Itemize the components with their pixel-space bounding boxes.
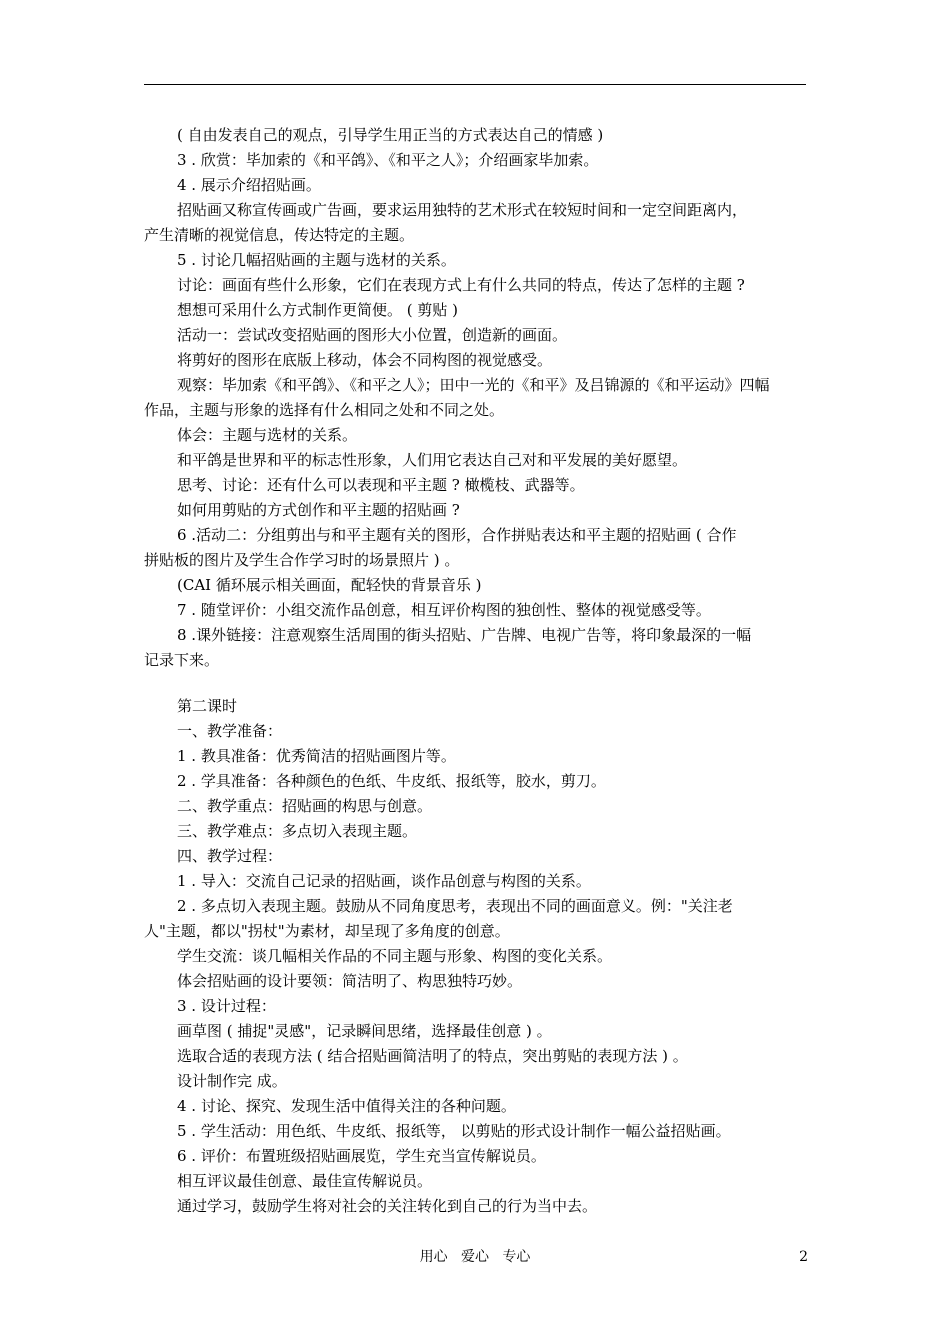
text-line: 4 . 展示介绍招贴画。 <box>177 176 321 194</box>
footer-motto: 用心 爱心 专心 <box>419 1249 531 1265</box>
text-line: (CAI 循环展示相关画面，配轻快的背景音乐 ) <box>177 576 482 594</box>
text-line: 作品，主题与形象的选择有什么相同之处和不同之处。 <box>144 401 505 419</box>
text-line: 思考、讨论：还有什么可以表现和平主题 ? 橄榄枝、武器等。 <box>177 476 585 494</box>
text-line: 和平鸽是世界和平的标志性形象，人们用它表达自己对和平发展的美好愿望。 <box>177 451 688 469</box>
text-line: 讨论：画面有些什么形象，它们在表现方式上有什么共同的特点，传达了怎样的主题 ? <box>177 276 745 294</box>
text-line: 通过学习，鼓励学生将对社会的关注转化到自己的行为当中去。 <box>177 1197 598 1215</box>
text-line: 3 . 设计过程： <box>177 997 276 1015</box>
text-line: 记录下来。 <box>144 651 220 669</box>
text-line: 一、教学准备： <box>177 722 283 740</box>
text-line: 8 .课外链接：注意观察生活周围的街头招贴、广告牌、电视广告等，将印象最深的一幅 <box>177 626 752 644</box>
text-line: 5 . 学生活动：用色纸、牛皮纸、报纸等， 以剪贴的形式设计制作一幅公益招贴画。 <box>177 1122 731 1140</box>
text-line: 将剪好的图形在底版上移动，体会不同构图的视觉感受。 <box>177 351 553 369</box>
text-line: 三、教学难点：多点切入表现主题。 <box>177 822 418 840</box>
text-line: 2 . 学具准备：各种颜色的色纸、牛皮纸、报纸等，胶水，剪刀。 <box>177 772 606 790</box>
text-line: 7 . 随堂评价：小组交流作品创意，相互评价构图的独创性、整体的视觉感受等。 <box>177 601 711 619</box>
page-number: 2 <box>799 1249 808 1265</box>
text-line: 四、教学过程： <box>177 847 283 865</box>
text-line: 体会：主题与选材的关系。 <box>177 426 358 444</box>
text-line: 人"主题，都以"拐杖"为素材，却呈现了多角度的创意。 <box>144 922 510 940</box>
text-line: 6 .活动二：分组剪出与和平主题有关的图形，合作拼贴表达和平主题的招贴画 ( 合作 <box>177 526 737 544</box>
text-line: 3 . 欣赏：毕加索的《和平鸽》、《和平之人》；介绍画家毕加索。 <box>177 151 599 169</box>
document-body <box>144 123 808 1219</box>
text-line: 招贴画又称宣传画或广告画，要求运用独特的艺术形式在较短时间和一定空间距离内， <box>177 201 748 219</box>
text-line: 体会招贴画的设计要领：简洁明了、构思独特巧妙。 <box>177 972 523 990</box>
text-line: 画草图 ( 捕捉"灵感"，记录瞬间思绪，选择最佳创意 ) 。 <box>177 1022 552 1040</box>
text-line: 第二课时 <box>177 697 238 715</box>
text-line: 1 . 导入：交流自己记录的招贴画，谈作品创意与构图的关系。 <box>177 872 591 890</box>
text-line: 6 . 评价：布置班级招贴画展览，学生充当宣传解说员。 <box>177 1147 546 1165</box>
header-rule <box>144 84 806 85</box>
text-line: ( 自由发表自己的观点，引导学生用正当的方式表达自己的情感 ) <box>177 126 604 144</box>
text-line: 产生清晰的视觉信息，传达特定的主题。 <box>144 226 415 244</box>
text-line: 1 . 教具准备：优秀简洁的招贴画图片等。 <box>177 747 456 765</box>
text-line: 观察：毕加索《和平鸽》、《和平之人》；田中一光的《和平》及吕锦源的《和平运动》四幅 <box>177 376 770 394</box>
text-line: 相互评议最佳创意、最佳宣传解说员。 <box>177 1172 433 1190</box>
text-line: 选取合适的表现方法 ( 结合招贴画简洁明了的特点，突出剪贴的表现方法 ) 。 <box>177 1047 688 1065</box>
text-line: 想想可采用什么方式制作更简便。 ( 剪贴 ) <box>177 301 459 319</box>
text-line: 4 . 讨论、探究、发现生活中值得关注的各种问题。 <box>177 1097 516 1115</box>
text-line: 拼贴板的图片及学生合作学习时的场景照片 ) 。 <box>144 551 460 569</box>
text-line: 学生交流：谈几幅相关作品的不同主题与形象、构图的变化关系。 <box>177 947 613 965</box>
text-line: 二、教学重点：招贴画的构思与创意。 <box>177 797 433 815</box>
text-line: 如何用剪贴的方式创作和平主题的招贴画 ? <box>177 501 460 519</box>
text-line: 2 . 多点切入表现主题。鼓励从不同角度思考，表现出不同的画面意义。例："关注老 <box>177 897 733 915</box>
text-line: 设计制作完 成。 <box>177 1072 287 1090</box>
blank-line <box>144 673 808 694</box>
text-line: 活动一：尝试改变招贴画的图形大小位置，创造新的画面。 <box>177 326 568 344</box>
text-line: 5 . 讨论几幅招贴画的主题与选材的关系。 <box>177 251 456 269</box>
